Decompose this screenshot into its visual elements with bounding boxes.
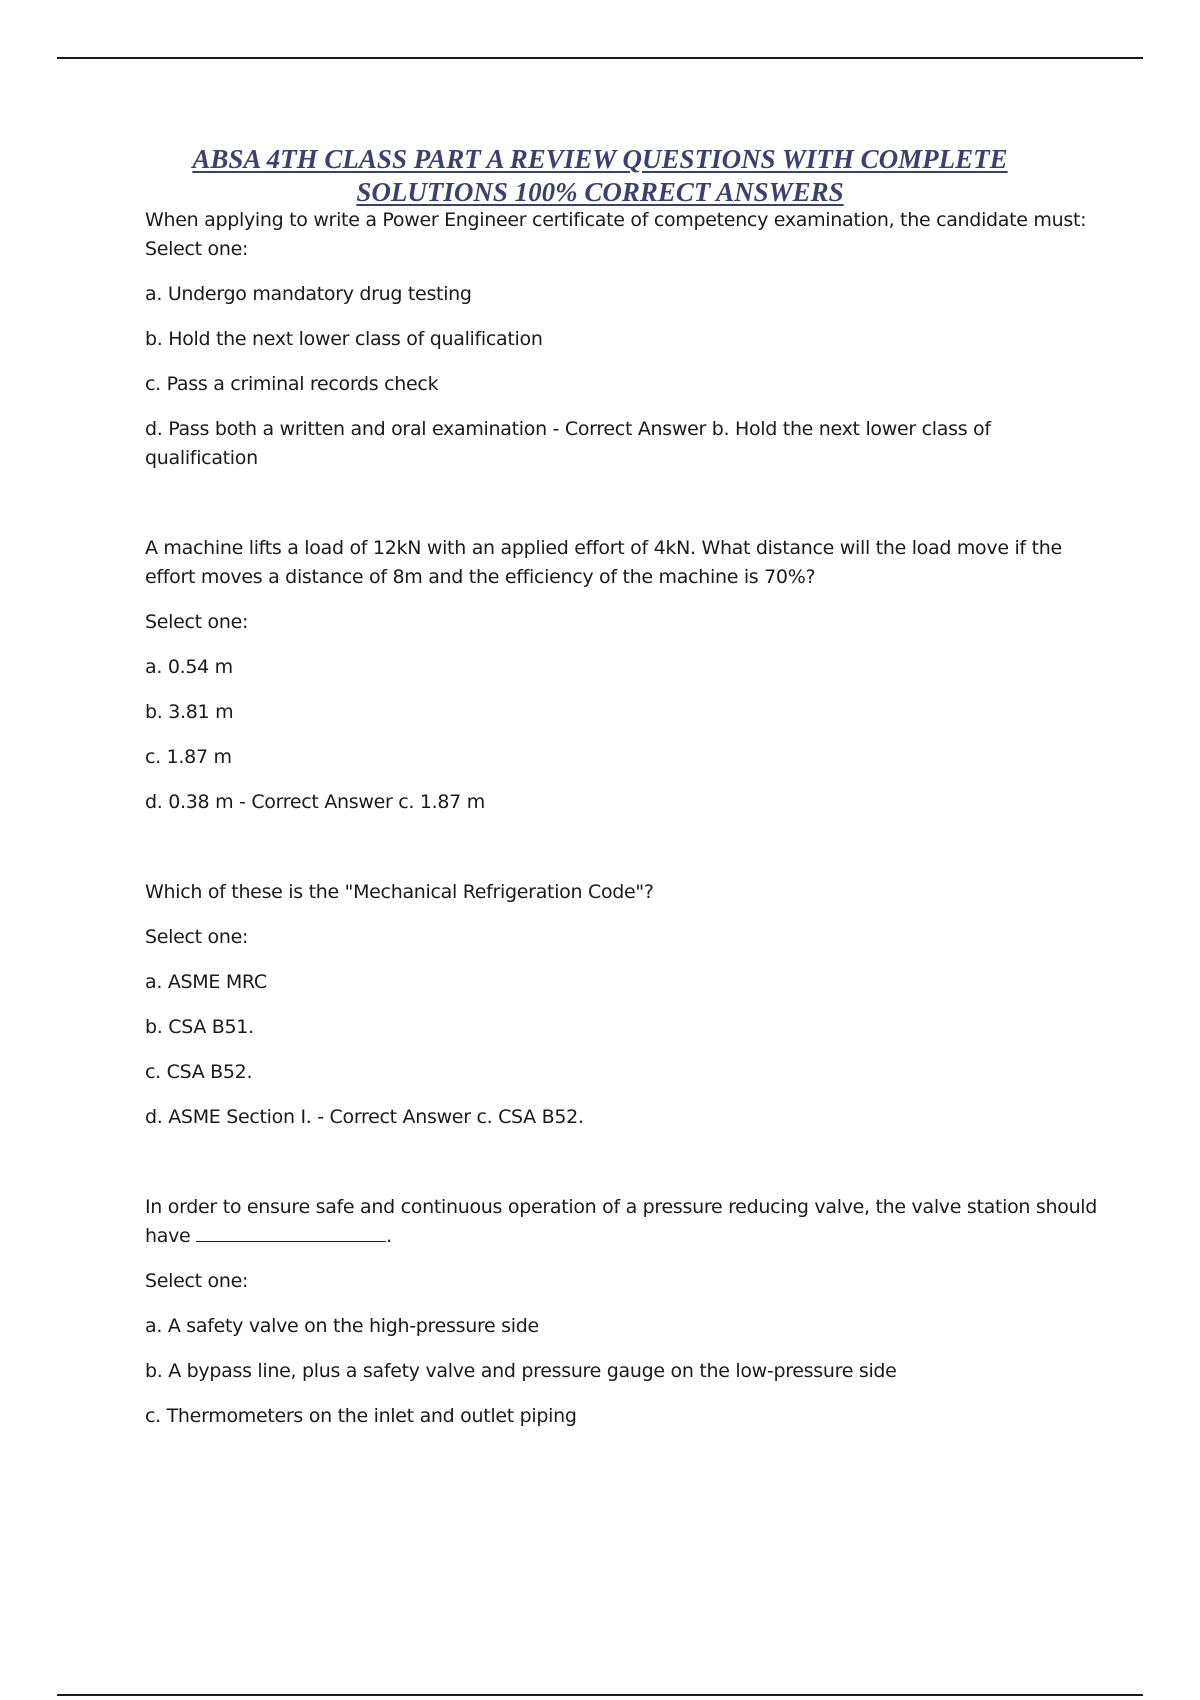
answer-option-b: b. A bypass line, plus a safety valve and pressure gauge on the low-pressure side: [145, 1360, 897, 1382]
answer-option-c: c. Pass a criminal records check: [145, 373, 439, 395]
title-line-1: ABSA 4TH CLASS PART A REVIEW QUESTIONS WITH COMPLETE: [192, 144, 1008, 174]
stem-text: In order to ensure safe and continuous operation of a pressure reducing valve, the valve station should have: [145, 1196, 1098, 1247]
answer-option-c: c. 1.87 m: [145, 746, 232, 768]
select-one-label: Select one:: [145, 1270, 249, 1292]
fill-in-blank: [196, 1223, 386, 1242]
answer-option-c: c. Thermometers on the inlet and outlet piping: [145, 1405, 577, 1427]
header-rule: [57, 57, 1143, 59]
answer-option-a: a. 0.54 m: [145, 656, 233, 678]
stem-end: .: [386, 1225, 392, 1247]
title-line-2: SOLUTIONS 100% CORRECT ANSWERS: [356, 177, 844, 207]
footer-rule: [57, 1694, 1143, 1696]
question-block-2: [145, 534, 1105, 817]
answer-option-d: d. 0.38 m - Correct Answer c. 1.87 m: [145, 791, 485, 813]
answer-option-c: c. CSA B52.: [145, 1061, 253, 1083]
question-stem: Which of these is the "Mechanical Refrigeration Code"?: [145, 881, 654, 903]
answer-option-d: d. ASME Section I. - Correct Answer c. CSA B52.: [145, 1106, 584, 1128]
answer-option-b: b. 3.81 m: [145, 701, 234, 723]
question-block-3: [145, 878, 1105, 1132]
select-one-label: Select one:: [145, 611, 249, 633]
select-one-label: Select one:: [145, 238, 249, 260]
select-one-label: Select one:: [145, 926, 249, 948]
question-block-4: [145, 1193, 1105, 1431]
answer-option-a: a. ASME MRC: [145, 971, 267, 993]
question-stem: A machine lifts a load of 12kN with an applied effort of 4kN. What distance will the load move if the effort moves a distance of 8m and the efficiency of the machine is 70%?: [145, 537, 1062, 588]
answer-option-a: a. A safety valve on the high-pressure side: [145, 1315, 539, 1337]
answer-option-a: a. Undergo mandatory drug testing: [145, 283, 472, 305]
question-list: [145, 206, 1105, 1431]
question-block-1: [145, 206, 1105, 473]
question-stem: [145, 1193, 1105, 1251]
answer-option-b: b. CSA B51.: [145, 1016, 254, 1038]
document-title: [57, 143, 1143, 209]
question-stem: When applying to write a Power Engineer certificate of competency examination, the candidate must:: [145, 209, 1087, 231]
answer-option-d: d. Pass both a written and oral examination - Correct Answer b. Hold the next lower class of qualification: [145, 418, 991, 469]
answer-option-b: b. Hold the next lower class of qualification: [145, 328, 543, 350]
